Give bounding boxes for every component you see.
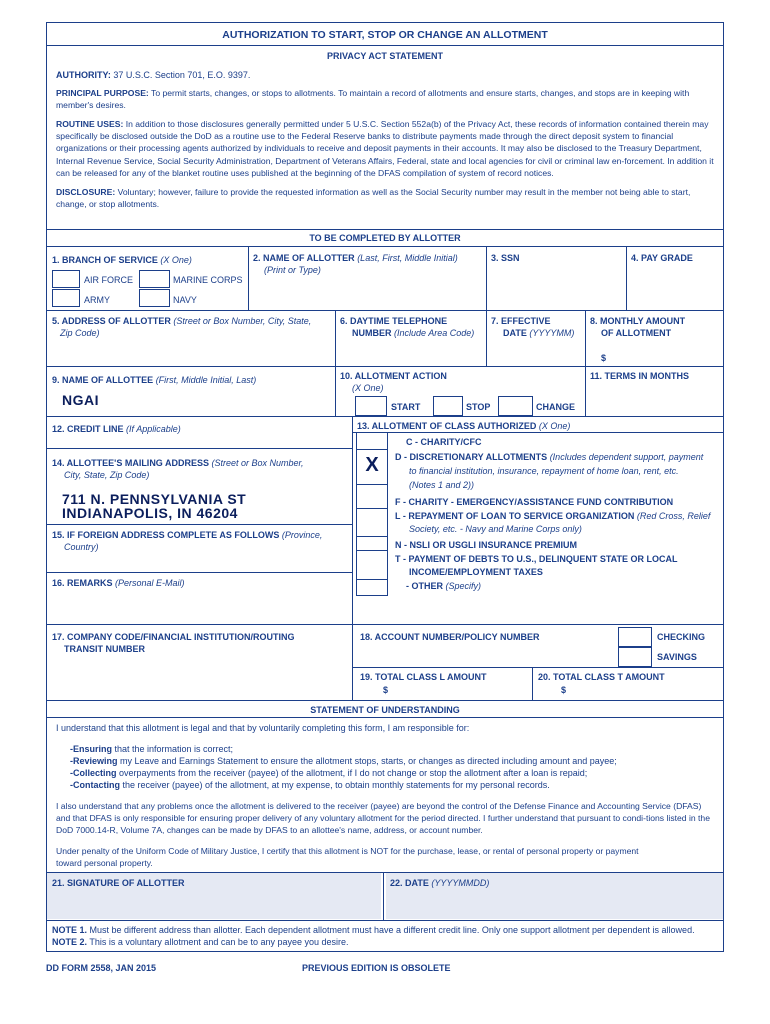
- allottee-name-value[interactable]: NGAI: [62, 392, 99, 408]
- ssn-label: 3. SSN: [491, 253, 520, 263]
- action-option: START: [391, 402, 421, 412]
- company-label: 17. COMPANY CODE/FINANCIAL INSTITUTION/ROUTING: [52, 632, 295, 642]
- checkbox-checking[interactable]: [618, 627, 652, 647]
- action-label: 10. ALLOTMENT ACTION: [340, 371, 447, 381]
- action-option: CHANGE: [536, 402, 576, 412]
- divider: [352, 624, 353, 700]
- credit-label: 12. CREDIT LINE (If Applicable): [52, 424, 181, 434]
- divider: [335, 366, 336, 416]
- mailing-hint: City, State, Zip Code): [64, 470, 150, 480]
- statement-paragraph-2: I also understand that any problems once the allotment is delivered to the receiver (payee) are beyond the control of the Defense Finance and Accounting Service (DFAS) and that DFAS is only responsible for ensuring proper delivery of any voluntary allotment for the period directed. I further understand that pursuant to condi-tions listed in the DoD 7000.14-R, Volume 7A, changes can be made by DFAS to an allottee's name, address, or account number.: [56, 801, 710, 836]
- divider: [356, 508, 388, 509]
- address-label: 5. ADDRESS OF ALLOTTER (Street or Box Number, City, State,: [52, 316, 312, 326]
- branch-option: ARMY: [84, 295, 111, 305]
- class-label: 13. ALLOTMENT OF CLASS AUTHORIZED (X One): [357, 421, 571, 431]
- monthly-currency: $: [601, 353, 607, 363]
- branch-option: NAVY: [173, 295, 197, 305]
- section-header: TO BE COMPLETED BY ALLOTTER: [309, 233, 461, 243]
- divider: [626, 246, 627, 310]
- mailing-address-line-1[interactable]: 711 N. PENNSYLVANIA ST: [62, 491, 247, 507]
- divider: [46, 717, 724, 718]
- privacy-heading: PRIVACY ACT STATEMENT: [326, 51, 443, 61]
- statement-bullet: -Contacting the receiver (payee) of the allotment, at my expense, to obtain monthly statements for my personal records.: [70, 780, 550, 790]
- class-other: - OTHER (Specify): [406, 581, 482, 591]
- divider: [356, 579, 388, 580]
- total-l-currency: $: [383, 685, 389, 695]
- divider: [46, 310, 724, 311]
- divider: [46, 624, 724, 625]
- divider: [352, 416, 353, 624]
- total-t-label: 20. TOTAL CLASS T AMOUNT: [538, 672, 665, 682]
- name-label: 2. NAME OF ALLOTTER (Last, First, Middle Initial): [253, 253, 458, 263]
- statement-bullet: -Collecting overpayments from the receiver (payee) of the allotment, if I do not change or stop the allotment after a loan is repaid;: [70, 768, 588, 778]
- effective-label-2: DATE (YYYYMM): [503, 328, 575, 338]
- total-l-label: 19. TOTAL CLASS L AMOUNT: [360, 672, 487, 682]
- routine-uses: ROUTINE USES: In addition to those disclosures generally permitted under 5 U.S.C. Section 552a(b) of the Privacy Act, these records of information contained therein may specifically be disclosed outside the DoD as a routine use to the Federal Reserve banks to distribute payments made through the direct deposit system to financial organizations or their processing agents authorized by individuals to receive and deposit payments in their accounts. It may also be disclosed to the Treasury Department, Internal Revenue Service, Social Security Administration, Department of Veterans Affairs, Federal, state and local agencies for civil or criminal law en-forcement. In addition it can be released for any of the blanket routine uses published at the beginning of the DFAS compilation of system of record notices.: [56, 119, 714, 178]
- class-n: N - NSLI OR USGLI INSURANCE PREMIUM: [395, 540, 578, 550]
- statement-paragraph-3: Under penalty of the Uniform Code of Military Justice, I certify that this allotment is NOT for the purchase, lease, or rental of personal property or payment toward personal property.: [56, 846, 639, 869]
- mailing-address-line-2[interactable]: INDIANAPOLIS, IN 46204: [62, 505, 238, 521]
- checkbox-army[interactable]: [52, 289, 80, 307]
- checkbox-air-force[interactable]: [52, 270, 80, 288]
- class-t-2: INCOME/EMPLOYMENT TAXES: [409, 567, 543, 577]
- phone-label: 6. DAYTIME TELEPHONE: [340, 316, 448, 326]
- class-l: L - REPAYMENT OF LOAN TO SERVICE ORGANIZATION (Red Cross, Relief: [395, 511, 711, 521]
- checkbox-start[interactable]: [355, 396, 387, 416]
- class-d-note: (Notes 1 and 2)): [409, 480, 475, 490]
- monthly-label: 8. MONTHLY AMOUNT: [590, 316, 686, 326]
- divider: [356, 449, 388, 450]
- branch-option: AIR FORCE: [84, 275, 134, 285]
- date-label: 22. DATE (YYYYMMDD): [390, 878, 490, 888]
- account-label: 18. ACCOUNT NUMBER/POLICY NUMBER: [360, 632, 540, 642]
- divider: [356, 550, 388, 551]
- note-1: NOTE 1. Must be different address than allotter. Each dependent allotment must have a different credit line. Only one support allotment per dependent is allowed.: [52, 925, 695, 935]
- allottee-label: 9. NAME OF ALLOTTEE (First, Middle Initial, Last): [52, 375, 257, 385]
- terms-label: 11. TERMS IN MONTHS: [590, 371, 690, 381]
- divider: [585, 310, 586, 366]
- statement-bullet: -Reviewing my Leave and Earnings Statement to ensure the allotment stops, starts, or changes as directed including amount and payee;: [70, 756, 617, 766]
- divider: [383, 872, 384, 920]
- divider: [486, 246, 487, 310]
- checkbox-savings[interactable]: [618, 647, 652, 667]
- statement-intro: I understand that this allotment is legal and that by voluntarily completing this form, I am responsible for:: [56, 723, 470, 733]
- action-hint: (X One): [352, 383, 384, 393]
- foreign-hint: Country): [64, 542, 99, 552]
- checkbox-change[interactable]: [498, 396, 533, 416]
- disclosure: DISCLOSURE: Voluntary; however, failure to provide the requested information as well as the Social Security number may result in the member not being able to start, change, or stop allotments.: [56, 187, 691, 210]
- class-d-hint: to financial institution, insurance, repayment of home loan, rent, etc.: [409, 466, 679, 476]
- statement-bullet: -Ensuring that the information is correct;: [70, 744, 234, 754]
- phone-label-2: NUMBER (Include Area Code): [352, 328, 475, 338]
- divider: [46, 448, 352, 449]
- branch-label: 1. BRANCH OF SERVICE (X One): [52, 255, 192, 265]
- class-f: F - CHARITY - EMERGENCY/ASSISTANCE FUND CONTRIBUTION: [395, 497, 674, 507]
- checkbox-marine-corps[interactable]: [139, 270, 170, 288]
- principal-purpose: PRINCIPAL PURPOSE: To permit starts, changes, or stops to allotments. To maintain a record of allotments and ensure starts, changes, and stops are in keeping with member's desires.: [56, 88, 690, 111]
- divider: [46, 572, 352, 573]
- class-d: D - DISCRETIONARY ALLOTMENTS (Includes dependent support, payment: [395, 452, 704, 462]
- company-label-2: TRANSIT NUMBER: [64, 644, 145, 654]
- form-id: DD FORM 2558, JAN 2015: [46, 963, 157, 973]
- mailing-label: 14. ALLOTTEE'S MAILING ADDRESS (Street or Box Number,: [52, 458, 304, 468]
- address-hint: Zip Code): [60, 328, 100, 338]
- divider: [46, 366, 724, 367]
- obsolete-notice: PREVIOUS EDITION IS OBSOLETE: [302, 963, 451, 973]
- divider: [46, 524, 352, 525]
- class-c: C - CHARITY/CFC: [406, 437, 482, 447]
- total-t-currency: $: [561, 685, 567, 695]
- note-2: NOTE 2. This is a voluntary allotment and can be to any payee you desire.: [52, 937, 349, 947]
- divider: [352, 432, 724, 433]
- class-l-hint: Society, etc. - Navy and Marine Corps only): [409, 524, 582, 534]
- form-title: AUTHORIZATION TO START, STOP OR CHANGE AN ALLOTMENT: [222, 29, 548, 41]
- branch-option: MARINE CORPS: [173, 275, 243, 285]
- divider: [356, 536, 388, 537]
- monthly-label-2: OF ALLOTMENT: [601, 328, 672, 338]
- action-option: STOP: [466, 402, 491, 412]
- foreign-label: 15. IF FOREIGN ADDRESS COMPLETE AS FOLLOWS (Province,: [52, 530, 323, 540]
- divider: [352, 667, 724, 668]
- name-hint: (Print or Type): [264, 265, 321, 275]
- divider: [46, 45, 724, 46]
- class-d-mark: X: [365, 454, 379, 476]
- pay-grade-label: 4. PAY GRADE: [631, 253, 693, 263]
- class-t: T - PAYMENT OF DEBTS TO U.S., DELINQUENT STATE OR LOCAL: [395, 554, 678, 564]
- divider: [248, 246, 249, 310]
- signature-label: 21. SIGNATURE OF ALLOTTER: [52, 878, 185, 888]
- divider: [46, 700, 724, 701]
- authority: AUTHORITY: 37 U.S.C. Section 701, E.O. 9397.: [56, 70, 251, 80]
- divider: [585, 366, 586, 416]
- checkbox-stop[interactable]: [433, 396, 463, 416]
- divider: [532, 667, 533, 700]
- divider: [46, 229, 724, 230]
- divider: [46, 246, 724, 247]
- checkbox-navy[interactable]: [139, 289, 170, 307]
- statement-heading: STATEMENT OF UNDERSTANDING: [310, 705, 460, 715]
- divider: [335, 310, 336, 366]
- divider: [486, 310, 487, 366]
- effective-label: 7. EFFECTIVE: [491, 316, 551, 326]
- remarks-label: 16. REMARKS (Personal E-Mail): [52, 578, 185, 588]
- divider: [46, 920, 724, 921]
- divider: [46, 416, 724, 417]
- savings-label: SAVINGS: [657, 652, 697, 662]
- checking-label: CHECKING: [657, 632, 706, 642]
